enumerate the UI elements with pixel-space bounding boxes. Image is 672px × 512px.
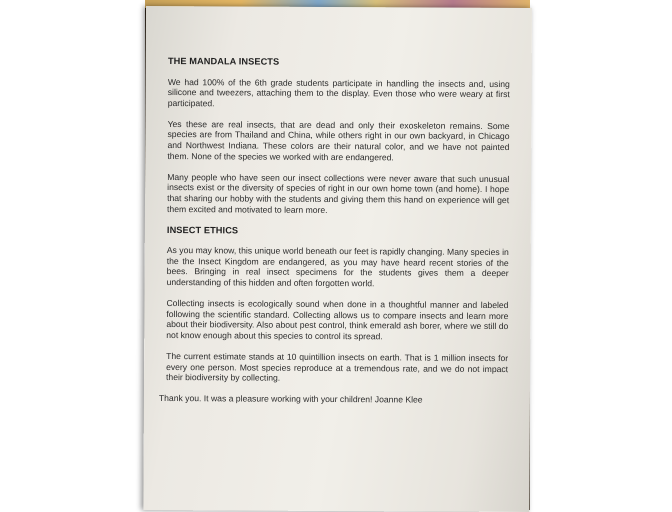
paragraph: As you may know, this unique world beneath our feet is rapidly changing. Many species in the the Insect Kingdom are endangered, as you may have heard recent stories of the bees. Bringing in real insect specimens for the students gives them a deeper understanding of this hidden and often forgotten world. xyxy=(166,245,509,289)
section-heading-ethics: INSECT ETHICS xyxy=(166,224,239,236)
letter-text xyxy=(158,56,510,416)
paragraph: Many people who have seen our insect collections were never aware that such unusual insects exist or the diversity of species of right in our own home town (and home). I hope that sharing our hobby with the students and giving them this hand on experience will get them excited and motivated to learn more. xyxy=(167,171,510,215)
paragraph: Yes these are real insects, that are dead and only their exoskeleton remains. Some species are from Thailand and China, while others right in our own backyard, in Chicago and Northwest Indiana. These colors are their natural color, and we have not painted them. None of the species we worked with are endangered. xyxy=(167,118,510,163)
signoff: Thank you. It was a pleasure working with your children! Joanne Klee xyxy=(158,393,423,405)
section-heading-mandala: THE MANDALA INSECTS xyxy=(167,56,280,67)
paragraph: We had 100% of the 6th grade students participate in handling the insects and, using silicone and tweezers, attaching them to the display. Even those who were weary at first participated. xyxy=(167,76,510,109)
paragraph: Collecting insects is ecologically sound when done in a thoughtful manner and labeled following the scientific standard. Collecting allows us to compare insects and learn more about their biodiversity. Also about pest control, think emerald ash borer, where we still do not know enough about this species to control its spread. xyxy=(166,298,509,342)
paragraph: The current estimate stands at 10 quintillion insects on earth. That is 1 million insects for every one person. Most species reproduce at a tremendous rate, and we do not impact their biodiversity by collecting. xyxy=(166,350,509,383)
